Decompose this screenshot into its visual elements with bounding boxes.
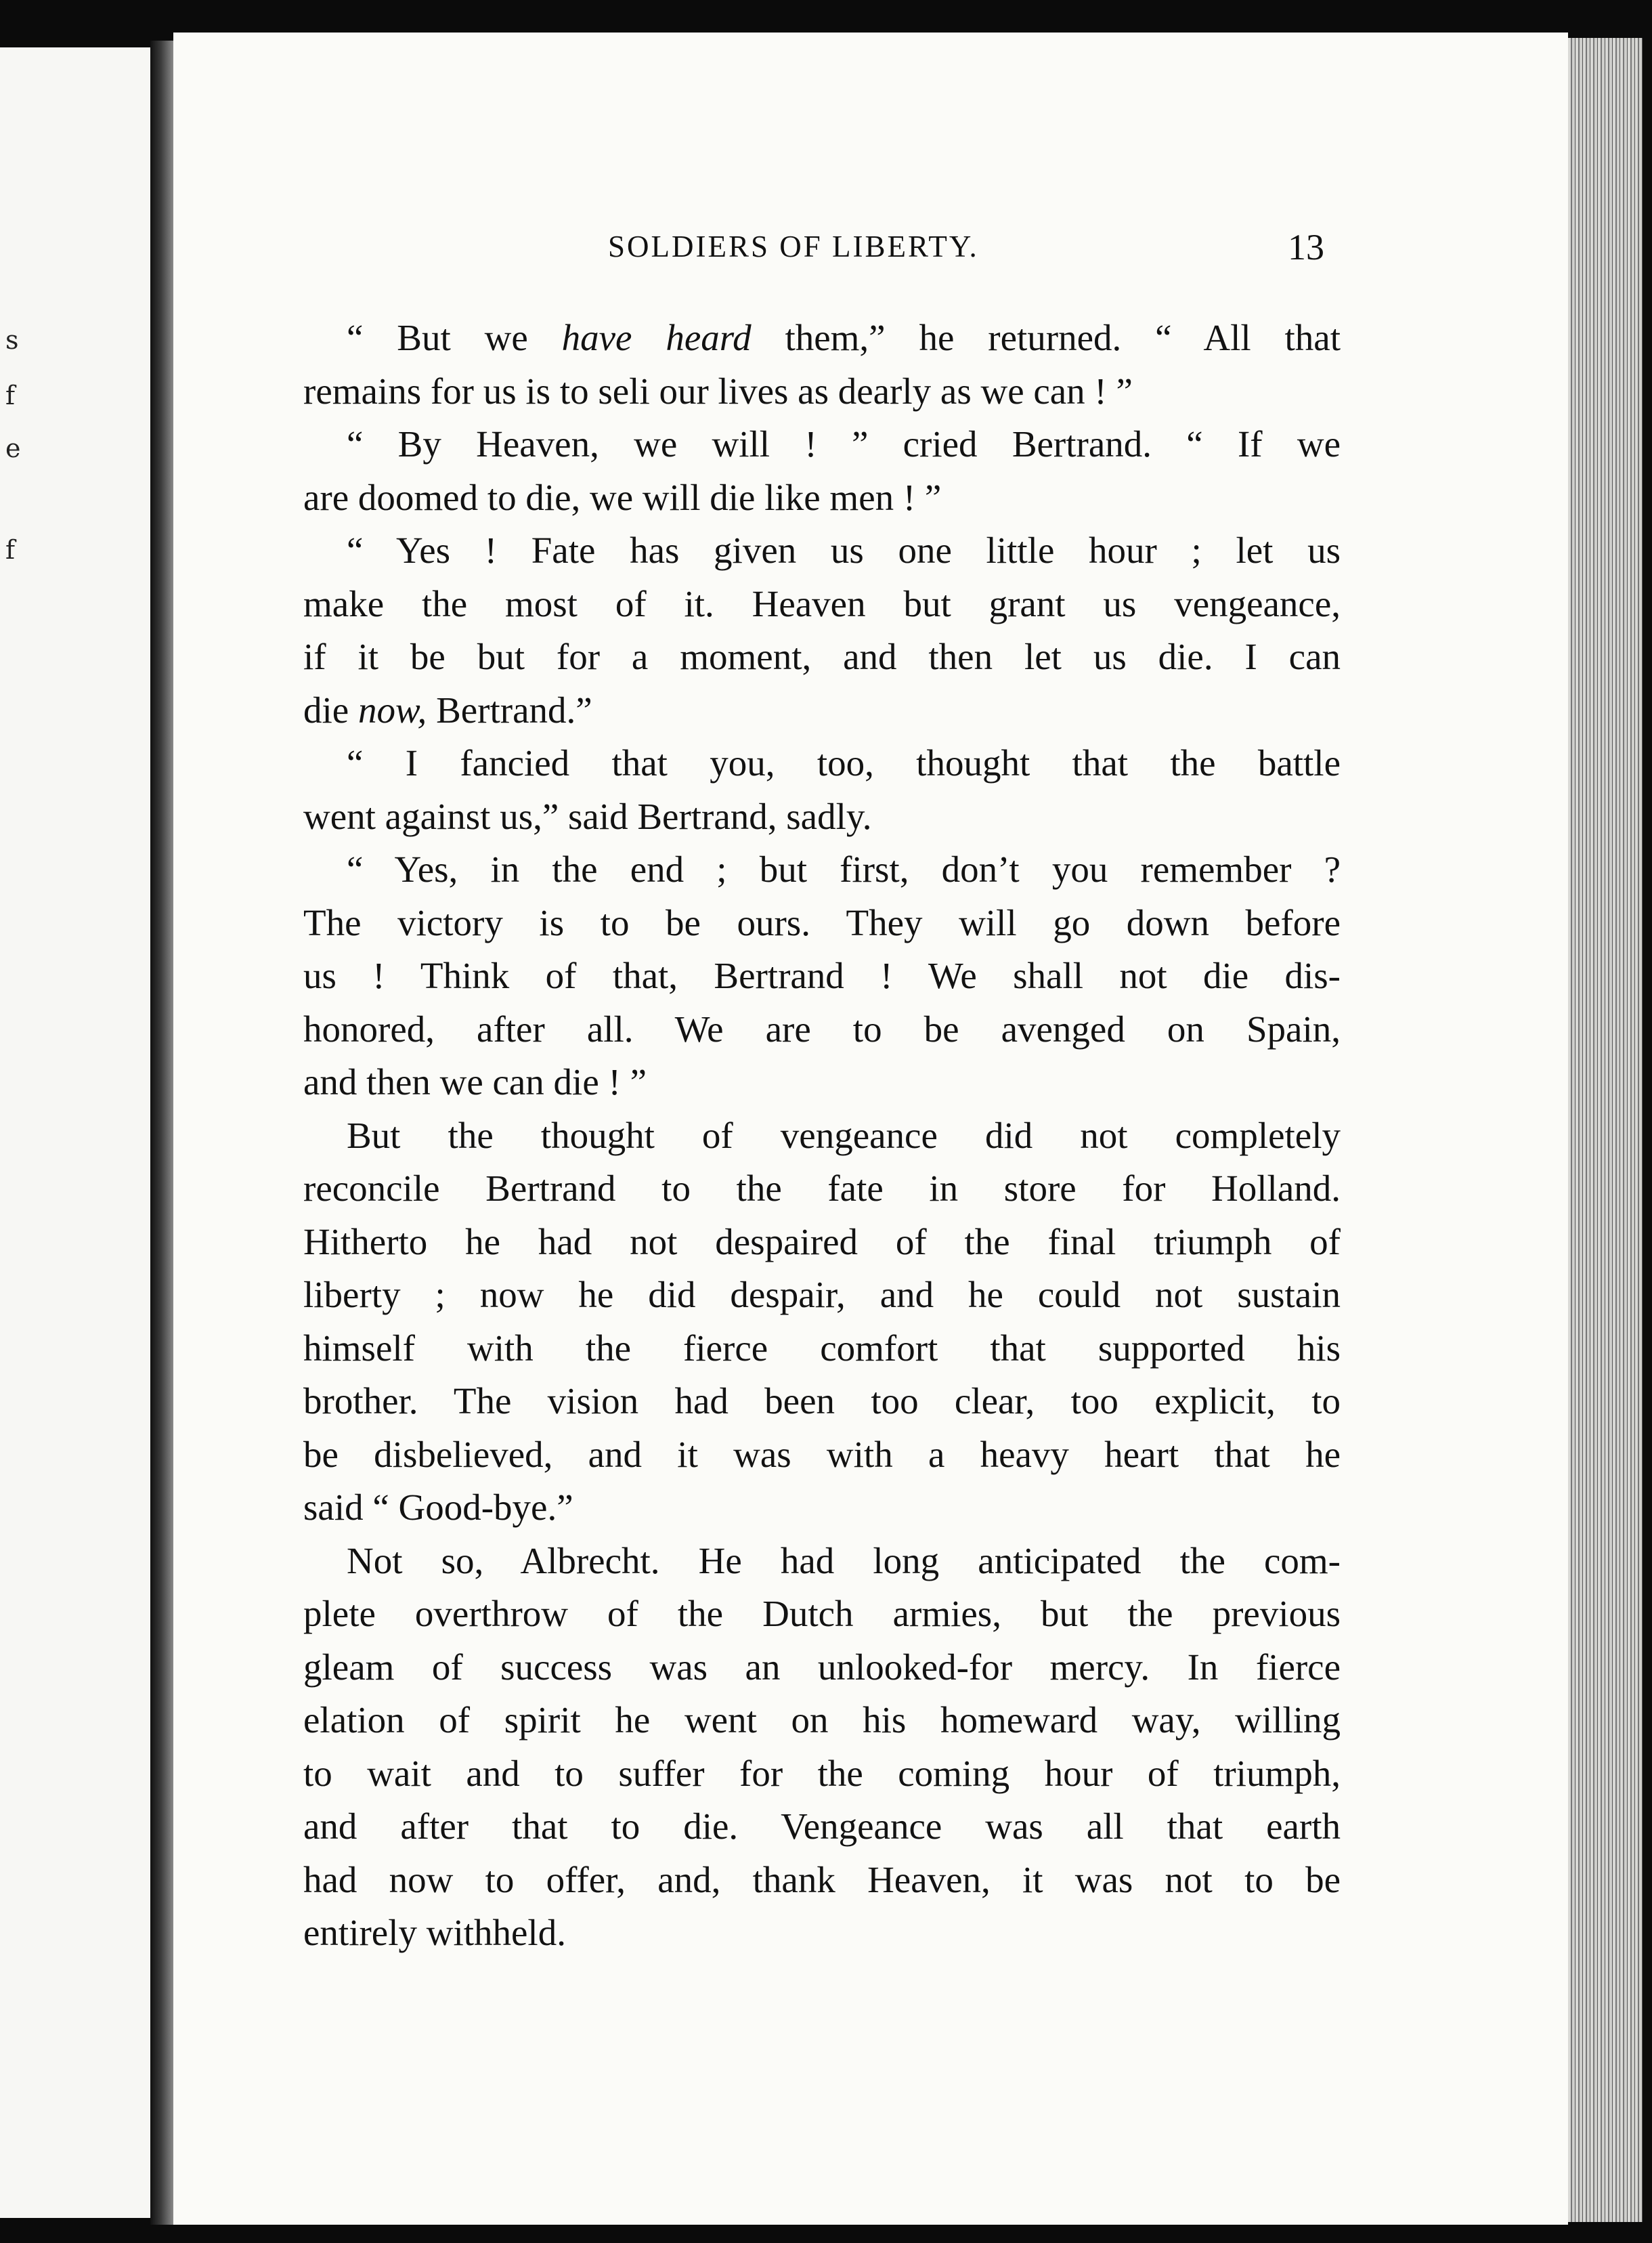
text-run: Not so, Albrecht. He had long anticipated the com- xyxy=(347,1539,1341,1581)
text-line xyxy=(303,1694,1341,1747)
text-line xyxy=(303,949,1341,1003)
text-run: gleam of success was an unlooked-for mercy. In fierce xyxy=(303,1646,1341,1688)
left-page-fragment: f xyxy=(5,381,16,410)
text-line xyxy=(303,365,1341,419)
text-run: “ I fancied that you, too, thought that the battle xyxy=(347,742,1341,784)
text-run: “ Yes ! Fate has given us one little hour ; let us xyxy=(347,530,1341,571)
text-line xyxy=(303,1216,1341,1269)
paragraph-first-line xyxy=(303,1535,1341,1588)
text-line xyxy=(303,631,1341,684)
paragraph-first-line xyxy=(303,843,1341,897)
text-line xyxy=(303,1003,1341,1056)
paragraph-first-line xyxy=(303,312,1341,365)
text-line xyxy=(303,1641,1341,1694)
text-line xyxy=(303,1322,1341,1375)
text-run: “ But we xyxy=(347,317,562,358)
text-line xyxy=(303,1056,1341,1109)
text-run: are doomed to die, we will die like men ! ” xyxy=(303,476,942,518)
text-run: and then we can die ! ” xyxy=(303,1061,647,1103)
left-page-fragment: f xyxy=(5,535,16,565)
text-line xyxy=(303,1162,1341,1216)
text-run: liberty ; now he did despair, and he could not sustain xyxy=(303,1274,1341,1315)
text-line xyxy=(303,1481,1341,1535)
text-run: and after that to die. Vengeance was all that earth xyxy=(303,1806,1341,1847)
text-line xyxy=(303,578,1341,631)
left-page-fragment: s xyxy=(5,325,19,355)
paragraph-first-line xyxy=(303,737,1341,790)
text-run: be disbelieved, and it was with a heavy heart that he xyxy=(303,1433,1341,1475)
text-line xyxy=(303,471,1341,525)
running-title: SOLDIERS OF LIBERTY. xyxy=(608,230,979,263)
book-gutter xyxy=(150,41,173,2225)
text-line xyxy=(303,1587,1341,1641)
text-line xyxy=(303,1428,1341,1482)
page-stack-edges xyxy=(1568,38,1643,2222)
text-line xyxy=(303,897,1341,950)
text-run: make the most of it. Heaven but grant us vengeance, xyxy=(303,582,1341,624)
text-run: entirely withheld. xyxy=(303,1912,566,1953)
text-run: brother. The vision had been too clear, too explicit, to xyxy=(303,1380,1341,1422)
text-run: if it be but for a moment, and then let us die. I can xyxy=(303,636,1341,677)
text-line xyxy=(303,1854,1341,1907)
text-line xyxy=(303,1747,1341,1801)
text-line xyxy=(303,684,1341,738)
text-run: “ By Heaven, we will ! ” cried Bertrand. “ If we xyxy=(347,423,1341,465)
text-run: honored, after all. We are to be avenged on Spain, xyxy=(303,1008,1341,1050)
italic-text: now, xyxy=(357,689,427,731)
text-run: reconcile Bertrand to the fate in store for Holland. xyxy=(303,1168,1341,1209)
paragraph-first-line xyxy=(303,418,1341,471)
text-run: But the thought of vengeance did not completely xyxy=(347,1114,1341,1156)
text-line xyxy=(303,790,1341,844)
italic-text: have heard xyxy=(561,317,752,358)
text-line xyxy=(303,1268,1341,1322)
text-run: them,” he returned. “ All that xyxy=(751,317,1341,358)
paragraph-first-line xyxy=(303,1109,1341,1163)
text-line xyxy=(303,1375,1341,1428)
text-run: Hitherto he had not despaired of the final triumph of xyxy=(303,1220,1341,1262)
text-line xyxy=(303,1800,1341,1854)
text-run: us ! Think of that, Bertrand ! We shall not die dis- xyxy=(303,955,1341,996)
scan-border xyxy=(0,2225,1652,2243)
body-text xyxy=(303,312,1341,1960)
text-run: himself with the fierce comfort that supported his xyxy=(303,1327,1341,1369)
text-run: went against us,” said Bertrand, sadly. xyxy=(303,795,872,837)
text-run: Bertrand.” xyxy=(427,689,592,731)
text-run: remains for us is to seli our lives as dearly as we can ! ” xyxy=(303,370,1133,412)
left-page-fragment: e xyxy=(5,433,21,463)
text-run: had now to offer, and, thank Heaven, it was not to be xyxy=(303,1858,1341,1900)
text-run: elation of spirit he went on his homeward way, willing xyxy=(303,1699,1341,1740)
previous-page-edge xyxy=(0,47,150,2218)
text-run: to wait and to suffer for the coming hour of triumph, xyxy=(303,1752,1341,1794)
text-run: plete overthrow of the Dutch armies, but the previous xyxy=(303,1593,1341,1634)
paragraph-first-line xyxy=(303,524,1341,578)
text-line xyxy=(303,1906,1341,1960)
text-run: “ Yes, in the end ; but first, don’t you remember ? xyxy=(347,849,1341,890)
text-run: die xyxy=(303,689,358,731)
page-number: 13 xyxy=(1288,227,1324,268)
text-run: said “ Good-bye.” xyxy=(303,1487,573,1528)
text-run: The victory is to be ours. They will go down before xyxy=(303,901,1341,943)
